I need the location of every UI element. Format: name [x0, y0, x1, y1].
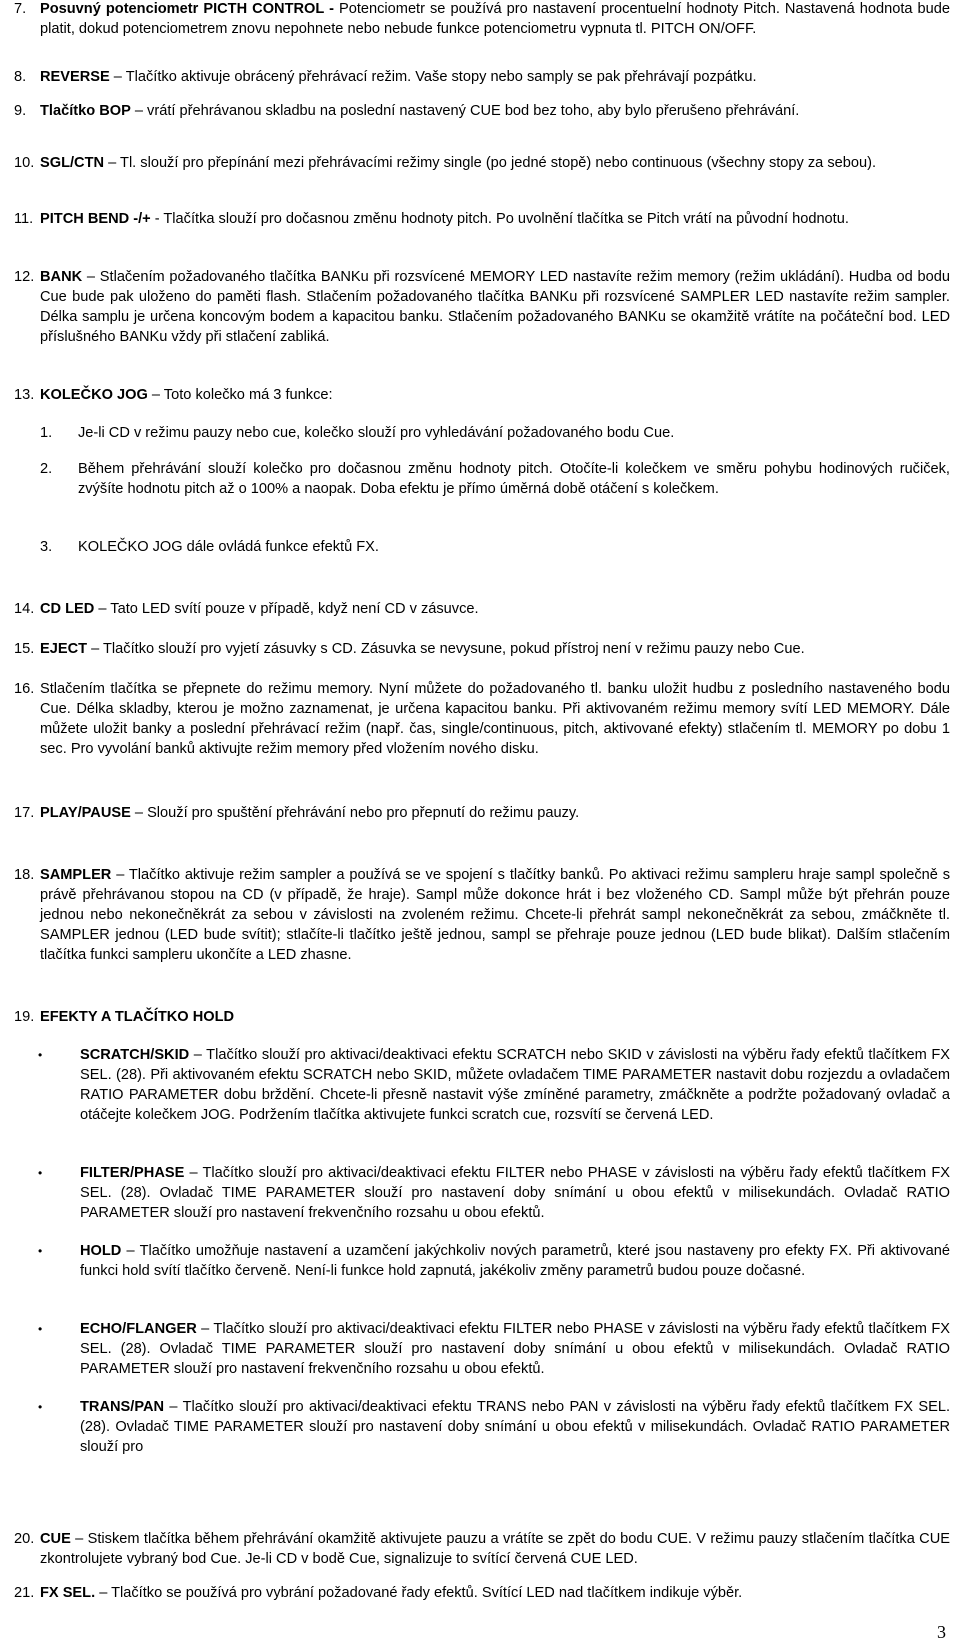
item-heading: Posuvný potenciometr PICTH CONTROL - — [40, 1, 334, 17]
item-heading: Tlačítko BOP — [40, 103, 131, 119]
sub-text: Během přehrávání slouží kolečko pro dočasnou změnu hodnoty pitch. Otočíte-li kolečkem ve směru pohybu hodinových ručiček, zvýšíte hodnotu pitch až o 100% a naopak. Doba efektu je přímo úměrná době otáčení s kolečkem. — [78, 461, 950, 497]
sub-number: 3. — [40, 539, 53, 555]
jog-function-3 — [40, 538, 950, 558]
item-number: 7. — [14, 1, 27, 17]
item-number: 17. — [14, 805, 35, 821]
item-number: 12. — [14, 269, 35, 285]
item-number: 16. — [14, 681, 35, 697]
item-heading: SGL/CTN — [40, 155, 105, 171]
item-heading: KOLEČKO JOG — [40, 387, 148, 403]
item-14 — [14, 600, 950, 620]
sub-text: KOLEČKO JOG dále ovládá funkce efektů FX. — [78, 539, 379, 555]
item-7 — [14, 0, 950, 40]
item-text: – Tlačítko aktivuje režim sampler a používá se ve spojení s tlačítky banků. Po aktivaci režimu sampleru hraje sampl společně s právě přehrávanou stopou na CD (v případě, že hraje). Sampl může dokonce hrát i bez vloženého CD. Sampl může být přehrán pouze jednou nebo nekonečněkrát za sebou v závislosti na zvoleném režimu. Chcete-li přehrát sampl nekonečněkrát za sebou, zmáčkněte tl. SAMPLER jednou (LED bude svítit); stlačíte-li tlačítko ještě jednou, sampl se přehraje pouze jednou (LED bude blikat). Dalším stlačením tlačítka funkci sampleru ukončíte a LED zhasne. — [40, 867, 950, 963]
bullet-icon: • — [38, 1400, 43, 1414]
sub-text: Je-li CD v režimu pauzy nebo cue, kolečko slouží pro vyhledávání požadovaného bodu Cue. — [78, 425, 675, 441]
item-12 — [14, 268, 950, 348]
item-heading: EJECT — [40, 641, 88, 657]
item-text: – Tlačítko se používá pro vybrání požadované řady efektů. Svítící LED nad tlačítkem indikuje výběr. — [95, 1585, 743, 1601]
item-text: – Toto kolečko má 3 funkce: — [147, 387, 333, 403]
item-heading: CUE — [40, 1531, 71, 1547]
effect-text: – Tlačítko slouží pro aktivaci/deaktivaci efektu FILTER nebo PHASE v závislosti na výběru řady efektů tlačítkem FX SEL. (28). Ovladač TIME PARAMETER slouží pro nastavení doby snímání u obou efektů v milisekundách. Ovladač RATIO PARAMETER slouží pro nastavení frekvenčního rozsahu u obou efektů. — [80, 1321, 950, 1377]
item-number: 15. — [14, 641, 35, 657]
effect-scratch-skid — [38, 1046, 950, 1126]
page-number: 3 — [937, 1622, 946, 1643]
item-text: – Tato LED svítí pouze v případě, když není CD v zásuvce. — [94, 601, 479, 617]
item-15 — [14, 640, 950, 660]
item-number: 11. — [14, 211, 34, 227]
effect-trans-pan — [38, 1398, 950, 1458]
item-heading: PLAY/PAUSE — [40, 805, 131, 821]
sub-number: 1. — [40, 425, 53, 441]
effect-hold — [38, 1242, 950, 1282]
item-text: Potenciometr se používá pro nastavení procentuelní hodnoty Pitch. Nastavená hodnota bude platit, dokud potenciometrem znovu nepohnete nebo nebude funkce potenciometru vypnuta tl. PITCH ON/OFF. — [40, 1, 950, 37]
item-number: 19. — [14, 1009, 35, 1025]
item-19 — [14, 1008, 950, 1028]
sub-number: 2. — [40, 461, 53, 477]
effect-filter-phase — [38, 1164, 950, 1224]
item-heading: EFEKTY A TLAČÍTKO HOLD — [40, 1009, 235, 1025]
bullet-icon: • — [38, 1244, 43, 1258]
item-8 — [14, 68, 950, 88]
item-number: 21. — [14, 1585, 35, 1601]
item-16 — [14, 680, 950, 760]
item-17 — [14, 804, 950, 824]
item-text: - Tlačítka slouží pro dočasnou změnu hodnoty pitch. Po uvolnění tlačítka se Pitch vrátí na původní hodnotu. — [150, 211, 849, 227]
effect-heading: TRANS/PAN — [80, 1399, 165, 1415]
item-text: – Tlačítko slouží pro vyjetí zásuvky s CD. Zásuvka se nevysune, pokud přístroj není v režimu pauzy nebo Cue. — [87, 641, 805, 657]
item-heading: CD LED — [40, 601, 95, 617]
effect-echo-flanger — [38, 1320, 950, 1380]
item-10 — [14, 154, 950, 174]
item-number: 8. — [14, 69, 27, 85]
item-21 — [14, 1584, 950, 1604]
item-heading: BANK — [40, 269, 83, 285]
jog-function-2 — [40, 460, 950, 500]
item-heading: REVERSE — [40, 69, 110, 85]
effect-heading: SCRATCH/SKID — [80, 1047, 190, 1063]
item-text: – vrátí přehrávanou skladbu na poslední nastavený CUE bod bez toho, aby bylo přerušeno přehrávání. — [130, 103, 800, 119]
item-18 — [14, 866, 950, 966]
item-text: – Slouží pro spuštění přehrávání nebo pro přepnutí do režimu pauzy. — [130, 805, 580, 821]
item-heading: PITCH BEND -/+ — [40, 211, 151, 227]
bullet-icon: • — [38, 1048, 43, 1062]
effect-text: – Tlačítko slouží pro aktivaci/deaktivaci efektu TRANS nebo PAN v závislosti na výběru řady efektů tlačítkem FX SEL. (28). Ovladač TIME PARAMETER slouží pro nastavení doby snímání u obou efektů v milisekundách. Ovladač RATIO PARAMETER slouží pro — [80, 1399, 950, 1455]
bullet-icon: • — [38, 1166, 43, 1180]
bullet-icon: • — [38, 1322, 43, 1336]
effect-text: – Tlačítko slouží pro aktivaci/deaktivaci efektu FILTER nebo PHASE v závislosti na výběru řady efektů tlačítkem FX SEL. (28). Ovladač TIME PARAMETER slouží pro nastavení doby snímání u obou efektů v milisekundách. Ovladač RATIO PARAMETER slouží pro nastavení frekvenčního rozsahu u obou efektů. — [80, 1165, 950, 1221]
item-text: – Tlačítko aktivuje obrácený přehrávací režim. Vaše stopy nebo samply se pak přehrávají pozpátku. — [109, 69, 757, 85]
item-11 — [14, 210, 950, 230]
effect-heading: FILTER/PHASE — [80, 1165, 185, 1181]
effect-text: – Tlačítko umožňuje nastavení a uzamčení jakýchkoliv nových parametrů, které jsou nastaveny pro efekty FX. Při aktivované funkci hold svítí tlačítko červeně. Není-li funkce hold zapnutá, jakékoliv změny parametrů budou pouze dočasné. — [80, 1243, 950, 1279]
effect-text: – Tlačítko slouží pro aktivaci/deaktivaci efektu SCRATCH nebo SKID v závislosti na výběru řady efektů tlačítkem FX SEL. (28). Při aktivovaném efektu SCRATCH nebo SKID, můžete ovladačem TIME PARAMETER nastavit dobu rozjezdu a ovladačem RATIO PARAMETER dobu brždění. Chcete-li přesně nastavit výše zmíněné parametry, zmáčkněte a podržte požadovaný ovladač a otáčejte kolečkem JOG. Podržením tlačítka aktivujete funkci scratch cue, rozsvítí se červená LED. — [80, 1047, 950, 1123]
item-heading: FX SEL. — [40, 1585, 96, 1601]
item-number: 20. — [14, 1531, 35, 1547]
effect-heading: HOLD — [80, 1243, 122, 1259]
item-number: 18. — [14, 867, 35, 883]
item-number: 10. — [14, 155, 35, 171]
item-text: – Stiskem tlačítka během přehrávání okamžitě aktivujete pauzu a vrátíte se zpět do bodu CUE. V režimu pauzy stlačením tlačítka CUE zkontrolujete vybraný bod Cue. Je-li CD v bodě Cue, signalizuje to svítící červená CUE LED. — [40, 1531, 950, 1567]
item-heading: SAMPLER — [40, 867, 112, 883]
effect-heading: ECHO/FLANGER — [80, 1321, 197, 1337]
item-text: Stlačením tlačítka se přepnete do režimu memory. Nyní můžete do požadovaného tl. banku uložit hudbu z posledního nastaveného bodu Cue. Délka skladby, kterou je možno zaznamenat, je určena kapacitou banku. Při aktivovaném režimu memory svítí LED MEMORY. Dále můžete uložit banky a poslední přehrávací režim (např. čas, single/continuous, pitch, aktivované efekty) stlačením tl. MEMORY po dobu 1 sec. Pro vyvolání banků aktivujte režim memory před vložením nového disku. — [40, 681, 950, 757]
item-13 — [14, 386, 950, 406]
item-number: 9. — [14, 103, 27, 119]
item-number: 14. — [14, 601, 35, 617]
item-number: 13. — [14, 387, 35, 403]
item-20 — [14, 1530, 950, 1570]
item-9 — [14, 102, 950, 122]
jog-function-1 — [40, 424, 950, 444]
item-text: – Stlačením požadovaného tlačítka BANKu při rozsvícené MEMORY LED nastavíte režim memory (režim ukládání). Hudba od bodu Cue bude pak uloženo do paměti flash. Stlačením požadovaného tlačítka BANKu při rozsvícené SAMPLER LED nastavíte režim sampler. Délka samplu je určena koncovým bodem a kapacitou banku. Stlačením požadovaného BANKu se okamžitě vrátíte na počáteční bod. LED příslušného BANKu vždy při stlačení zabliká. — [40, 269, 950, 345]
item-text: – Tl. slouží pro přepínání mezi přehrávacími režimy single (po jedné stopě) nebo continuous (všechny stopy za sebou). — [104, 155, 877, 171]
